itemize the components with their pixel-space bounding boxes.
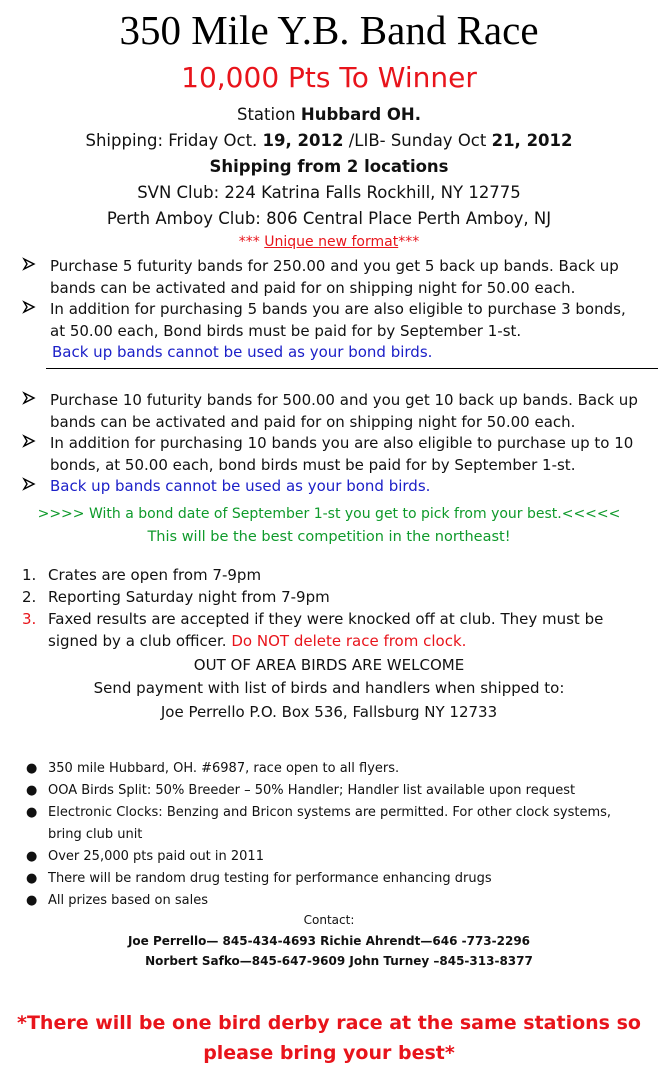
format-suffix: *** xyxy=(398,234,420,250)
list-item xyxy=(22,433,642,476)
competition-line: This will be the best competition in the northeast! xyxy=(147,529,511,545)
list-item xyxy=(22,758,648,780)
list-item xyxy=(22,256,642,299)
item-number: 3. xyxy=(22,610,37,628)
round-bullet-icon: ● xyxy=(26,849,38,864)
contact-line-1: Joe Perrello— 845-434-4693 Richie Ahrendt—646 -773-2296 xyxy=(127,934,531,948)
list-item xyxy=(22,846,648,868)
round-bullet-icon: ● xyxy=(26,893,38,908)
list-item xyxy=(22,868,648,890)
rule-text: Crates are open from 7-9pm xyxy=(48,566,262,584)
offer-text: In addition for purchasing 5 bands you are also eligible to purchase 3 bonds, at 50.00 each, Bond birds must be paid for by September 1-st. xyxy=(50,300,626,340)
item-number: 1. xyxy=(22,566,37,584)
shipping-date1: 19, 2012 xyxy=(262,131,344,150)
list-item xyxy=(22,476,642,498)
prize-subtitle: 10,000 Pts To Winner xyxy=(181,61,477,94)
station-prefix: Station xyxy=(236,105,301,124)
round-bullet-icon: ● xyxy=(26,761,38,776)
station-name: Hubbard OH. xyxy=(300,105,421,124)
detail-text: All prizes based on sales xyxy=(48,893,209,908)
list-item xyxy=(22,390,642,433)
race-details-list xyxy=(22,758,648,912)
page-title: 350 Mile Y.B. Band Race xyxy=(119,7,539,53)
contact-label: Contact: xyxy=(303,913,355,927)
shipping-line xyxy=(0,129,658,153)
shipping-part1: Shipping: Friday Oct. xyxy=(85,131,263,150)
rules-list xyxy=(22,564,642,652)
round-bullet-icon: ● xyxy=(26,783,38,798)
location-svn: SVN Club: 224 Katrina Falls Rockhill, NY 12775 xyxy=(137,183,521,202)
rule-text: Reporting Saturday night from 7-9pm xyxy=(48,588,330,606)
shipping-part2: /LIB- Sunday Oct xyxy=(343,131,492,150)
arrow-bullet-icon xyxy=(22,390,40,412)
arrow-bullet-icon xyxy=(22,476,40,498)
arrow-bullet-icon xyxy=(22,256,40,278)
list-item xyxy=(22,299,642,342)
offer-text: Purchase 10 futurity bands for 500.00 and you get 10 back up bands. Back up bands can be activated and paid for on shipping night for 50.00 each. xyxy=(50,391,638,431)
list-item xyxy=(22,802,648,846)
arrow-bullet-icon xyxy=(22,299,40,321)
round-bullet-icon: ● xyxy=(26,805,38,820)
arrow-bullet-icon xyxy=(22,433,40,455)
format-prefix: *** xyxy=(238,234,265,250)
location-perth-amboy: Perth Amboy Club: 806 Central Place Perth Amboy, NJ xyxy=(106,209,552,228)
contact-line-2: Norbert Safko—845-647-9609 John Turney –845-313-8377 xyxy=(145,954,533,968)
rule-text: Faxed results are accepted if they were knocked off at club. They must be signed by a club officer. xyxy=(48,610,604,650)
format-note xyxy=(0,232,658,252)
backup-note: Back up bands cannot be used as your bond birds. xyxy=(52,343,433,361)
list-item xyxy=(22,608,642,652)
offer-text: Back up bands cannot be used as your bond birds. xyxy=(50,477,431,495)
derby-footer: *There will be one bird derby race at the same stations so please bring your best* xyxy=(17,1012,641,1064)
ooa-welcome: OUT OF AREA BIRDS ARE WELCOME xyxy=(193,656,465,674)
round-bullet-icon: ● xyxy=(26,871,38,886)
offer-five-bands xyxy=(22,256,642,364)
detail-text: There will be random drug testing for performance enhancing drugs xyxy=(48,871,492,886)
bond-date-line: >>>> With a bond date of September 1-st you get to pick from your best.<<<<< xyxy=(37,506,621,522)
list-item xyxy=(22,890,648,912)
mailing-address: Joe Perrello P.O. Box 536, Fallsburg NY 12733 xyxy=(160,703,498,721)
list-item xyxy=(22,564,642,586)
list-item xyxy=(22,586,642,608)
detail-text: Electronic Clocks: Benzing and Bricon systems are permitted. For other clock systems, bring club unit xyxy=(48,805,612,842)
item-number: 2. xyxy=(22,588,37,606)
station-line xyxy=(0,103,658,127)
detail-text: Over 25,000 pts paid out in 2011 xyxy=(48,849,264,864)
offer-text: In addition for purchasing 10 bands you are also eligible to purchase up to 10 bonds, at 50.00 each, bond birds must be paid for by September 1-st. xyxy=(50,434,634,474)
offer-text: Purchase 5 futurity bands for 250.00 and you get 5 back up bands. Back up bands can be activated and paid for on shipping night for 50.00 each. xyxy=(50,257,619,297)
offer-ten-bands xyxy=(22,390,642,498)
rule-warning: Do NOT delete race from clock. xyxy=(231,632,467,650)
format-text: Unique new format xyxy=(264,234,399,250)
detail-text: OOA Birds Split: 50% Breeder – 50% Handler; Handler list available upon request xyxy=(48,783,576,798)
payment-instruction: Send payment with list of birds and handlers when shipped to: xyxy=(93,679,565,697)
list-item xyxy=(22,780,648,802)
detail-text: 350 mile Hubbard, OH. #6987, race open to all flyers. xyxy=(48,761,400,776)
shipping-date2: 21, 2012 xyxy=(491,131,573,150)
locations-heading: Shipping from 2 locations xyxy=(209,157,449,176)
section-divider xyxy=(46,368,658,369)
